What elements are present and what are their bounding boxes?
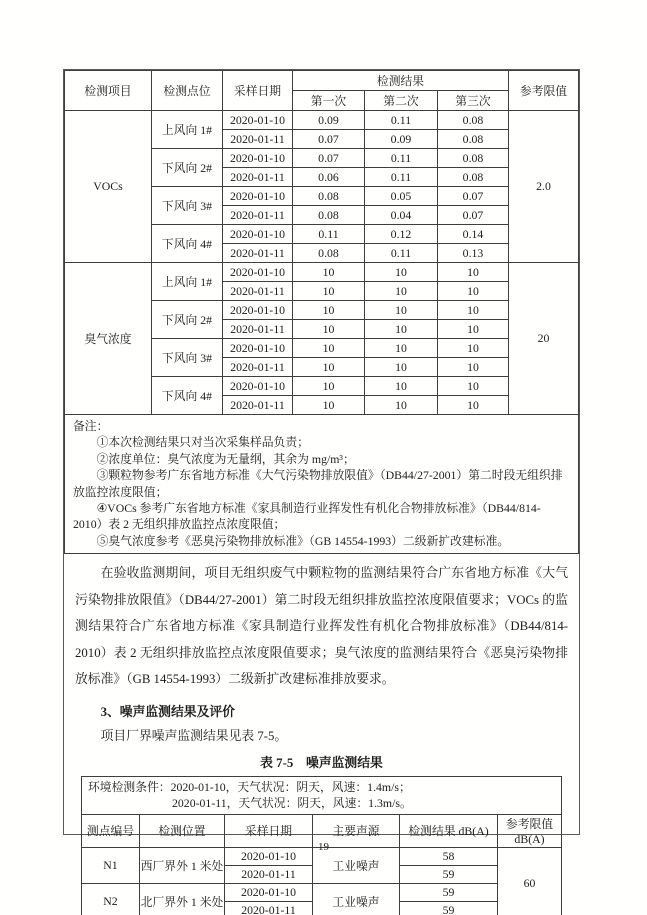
sample-date-cell: 2020-01-10 <box>223 263 293 282</box>
sample-date-cell: 2020-01-10 <box>223 149 293 168</box>
monitoring-item-cell: 臭气浓度 <box>65 263 152 415</box>
result-value-cell: 10 <box>438 339 509 358</box>
air-table-header <box>65 71 579 111</box>
col-header-results: 检测结果 <box>293 71 509 91</box>
sample-date-cell: 2020-01-10 <box>223 339 293 358</box>
sample-date-cell: 2020-01-11 <box>223 168 293 187</box>
result-value-cell: 10 <box>438 358 509 377</box>
result-value-cell: 10 <box>365 301 438 320</box>
result-value-cell: 58 <box>400 847 498 865</box>
monitoring-point-cell: 下风向 4# <box>152 225 223 263</box>
sample-date-cell: 2020-01-11 <box>223 130 293 149</box>
point-id-cell: N2 <box>82 883 140 915</box>
result-value-cell: 0.13 <box>438 244 509 263</box>
notes-cell <box>65 415 579 554</box>
monitoring-point-cell: 上风向 1# <box>152 111 223 149</box>
notes-label: 备注： <box>73 419 109 433</box>
reference-limit-cell: 2.0 <box>509 111 579 263</box>
sample-date-cell: 2020-01-10 <box>223 187 293 206</box>
table-row <box>65 263 579 282</box>
sample-date-cell: 2020-01-11 <box>223 206 293 225</box>
noise-col-id: 测点编号 <box>82 814 140 847</box>
monitoring-item-cell: VOCs <box>65 111 152 263</box>
note-line: ④VOCs 参考广东省地方标准《家具制造行业挥发性有机化合物排放标准》（DB44/814-2010）表 2 无组织排放监控点浓度限值； <box>73 501 541 532</box>
location-cell: 北厂界外 1 米处 <box>140 883 225 915</box>
result-value-cell: 0.11 <box>365 168 438 187</box>
sample-date-cell: 2020-01-11 <box>223 358 293 377</box>
point-id-cell: N1 <box>82 847 140 883</box>
reference-limit-cell: 60 <box>498 847 562 915</box>
conditions-cell <box>82 776 562 814</box>
result-value-cell: 0.11 <box>365 244 438 263</box>
result-value-cell: 0.08 <box>293 244 365 263</box>
col-header-item: 检测项目 <box>65 71 152 111</box>
result-value-cell: 0.08 <box>438 168 509 187</box>
note-line: ②浓度单位：臭气浓度为无量纲，其余为 mg/m³； <box>96 451 355 466</box>
reference-limit-cell: 20 <box>509 263 579 415</box>
sample-date-cell: 2020-01-10 <box>223 301 293 320</box>
result-value-cell: 10 <box>438 396 509 415</box>
noise-table-body <box>82 847 562 915</box>
section-heading: 3、噪声监测结果及评价 <box>100 704 235 719</box>
sample-date-cell: 2020-01-10 <box>223 225 293 244</box>
noise-col-date: 采样日期 <box>225 814 313 847</box>
content-frame <box>63 69 580 915</box>
result-value-cell: 10 <box>438 320 509 339</box>
noise-col-result: 检测结果 dB(A) <box>400 814 498 847</box>
location-cell: 西厂界外 1 米处 <box>140 847 225 883</box>
note-line: ③颗粒物参考广东省地方标准《大气污染物排放限值》（DB44/27-2001）第二时段无组织排放监控浓度限值； <box>73 468 563 499</box>
result-value-cell: 0.08 <box>438 130 509 149</box>
result-value-cell: 10 <box>365 263 438 282</box>
result-value-cell: 10 <box>293 320 365 339</box>
table-row <box>65 111 579 130</box>
noise-col-limit: 参考限值 dB(A) <box>498 814 562 847</box>
col-header-first: 第一次 <box>293 91 365 111</box>
result-value-cell: 0.09 <box>365 130 438 149</box>
result-value-cell: 10 <box>365 377 438 396</box>
result-value-cell: 0.11 <box>293 225 365 244</box>
noise-table-title: 表 7-5 噪声监测结果 <box>260 755 383 770</box>
col-header-date: 采样日期 <box>223 71 293 111</box>
sample-date-cell: 2020-01-11 <box>223 244 293 263</box>
result-value-cell: 10 <box>293 282 365 301</box>
result-value-cell: 0.05 <box>365 187 438 206</box>
result-value-cell: 10 <box>293 377 365 396</box>
conditions-line2: 2020-01-11，天气状况：阴天，风速：1.3m/s。 <box>172 796 412 811</box>
result-value-cell: 0.12 <box>365 225 438 244</box>
intro-sentence: 项目厂界噪声监测结果见表 7-5。 <box>100 728 288 743</box>
result-value-cell: 0.08 <box>438 149 509 168</box>
monitoring-point-cell: 下风向 3# <box>152 187 223 225</box>
noise-table-header <box>82 776 562 847</box>
table-row <box>82 883 562 901</box>
sample-date-cell: 2020-01-11 <box>223 396 293 415</box>
result-value-cell: 0.07 <box>438 206 509 225</box>
result-value-cell: 10 <box>438 377 509 396</box>
sample-date-cell: 2020-01-10 <box>223 377 293 396</box>
noise-source-cell: 工业噪声 <box>313 847 400 883</box>
result-value-cell: 10 <box>365 320 438 339</box>
monitoring-point-cell: 下风向 4# <box>152 377 223 415</box>
sample-date-cell: 2020-01-11 <box>225 901 313 915</box>
result-value-cell: 10 <box>438 301 509 320</box>
result-value-cell: 10 <box>293 339 365 358</box>
col-header-third: 第三次 <box>438 91 509 111</box>
result-value-cell: 0.07 <box>438 187 509 206</box>
result-value-cell: 0.08 <box>293 187 365 206</box>
result-value-cell: 0.08 <box>293 206 365 225</box>
conclusion-paragraph: 在验收监测期间，项目无组织废气中颗粒物的监测结果符合广东省地方标准《大气污染物排放限值》（DB44/27-2001）第二时段无组织排放监控浓度限值要求；VOCs 的监测结果符合广东省地方标准《家具制造行业挥发性有机化合物排放标准》（DB44/814-2010）表 2 无组织排放监控点浓度限值要求；臭气浓度的监测结果符合《恶臭污染物排放标准》（GB 14554-1993）二级新扩改建标准排放要求。 <box>75 566 568 687</box>
air-table-body <box>65 111 579 415</box>
result-value-cell: 0.11 <box>365 111 438 130</box>
result-value-cell: 0.04 <box>365 206 438 225</box>
result-value-cell: 0.07 <box>293 149 365 168</box>
result-value-cell: 10 <box>365 358 438 377</box>
result-value-cell: 0.06 <box>293 168 365 187</box>
col-header-limit: 参考限值 <box>509 71 579 111</box>
air-table-notes <box>65 415 579 554</box>
result-value-cell: 59 <box>400 883 498 901</box>
result-value-cell: 10 <box>293 358 365 377</box>
sample-date-cell: 2020-01-10 <box>225 883 313 901</box>
result-value-cell: 0.14 <box>438 225 509 244</box>
page-number: 19 <box>318 841 329 853</box>
sample-date-cell: 2020-01-11 <box>225 865 313 883</box>
monitoring-point-cell: 下风向 3# <box>152 339 223 377</box>
note-line: ①本次检测结果只对当次采集样品负责； <box>96 435 309 450</box>
body-text-section <box>64 554 579 915</box>
noise-col-location: 检测位置 <box>140 814 225 847</box>
result-value-cell: 10 <box>293 396 365 415</box>
monitoring-point-cell: 上风向 1# <box>152 263 223 301</box>
result-value-cell: 10 <box>438 282 509 301</box>
sample-date-cell: 2020-01-11 <box>223 320 293 339</box>
conditions-line1: 环境检测条件：2020-01-10，天气状况：阴天，风速：1.4m/s； <box>88 779 411 794</box>
monitoring-point-cell: 下风向 2# <box>152 301 223 339</box>
result-value-cell: 10 <box>365 339 438 358</box>
result-value-cell: 59 <box>400 901 498 915</box>
result-value-cell: 0.07 <box>293 130 365 149</box>
result-value-cell: 10 <box>293 263 365 282</box>
col-header-second: 第二次 <box>365 91 438 111</box>
noise-source-cell: 工业噪声 <box>313 883 400 915</box>
result-value-cell: 0.11 <box>365 149 438 168</box>
sample-date-cell: 2020-01-10 <box>223 111 293 130</box>
sample-date-cell: 2020-01-11 <box>223 282 293 301</box>
result-value-cell: 59 <box>400 865 498 883</box>
result-value-cell: 10 <box>293 301 365 320</box>
noise-col-source: 主要声源 <box>313 814 400 847</box>
col-header-point: 检测点位 <box>152 71 223 111</box>
result-value-cell: 10 <box>438 263 509 282</box>
note-line: ⑤臭气浓度参考《恶臭污染物排放标准》（GB 14554-1993）二级新扩改建标准。 <box>96 533 510 548</box>
monitoring-point-cell: 下风向 2# <box>152 149 223 187</box>
air-monitoring-table <box>64 70 579 554</box>
result-value-cell: 0.09 <box>293 111 365 130</box>
sample-date-cell: 2020-01-10 <box>225 847 313 865</box>
result-value-cell: 10 <box>365 282 438 301</box>
result-value-cell: 10 <box>365 396 438 415</box>
result-value-cell: 0.08 <box>438 111 509 130</box>
